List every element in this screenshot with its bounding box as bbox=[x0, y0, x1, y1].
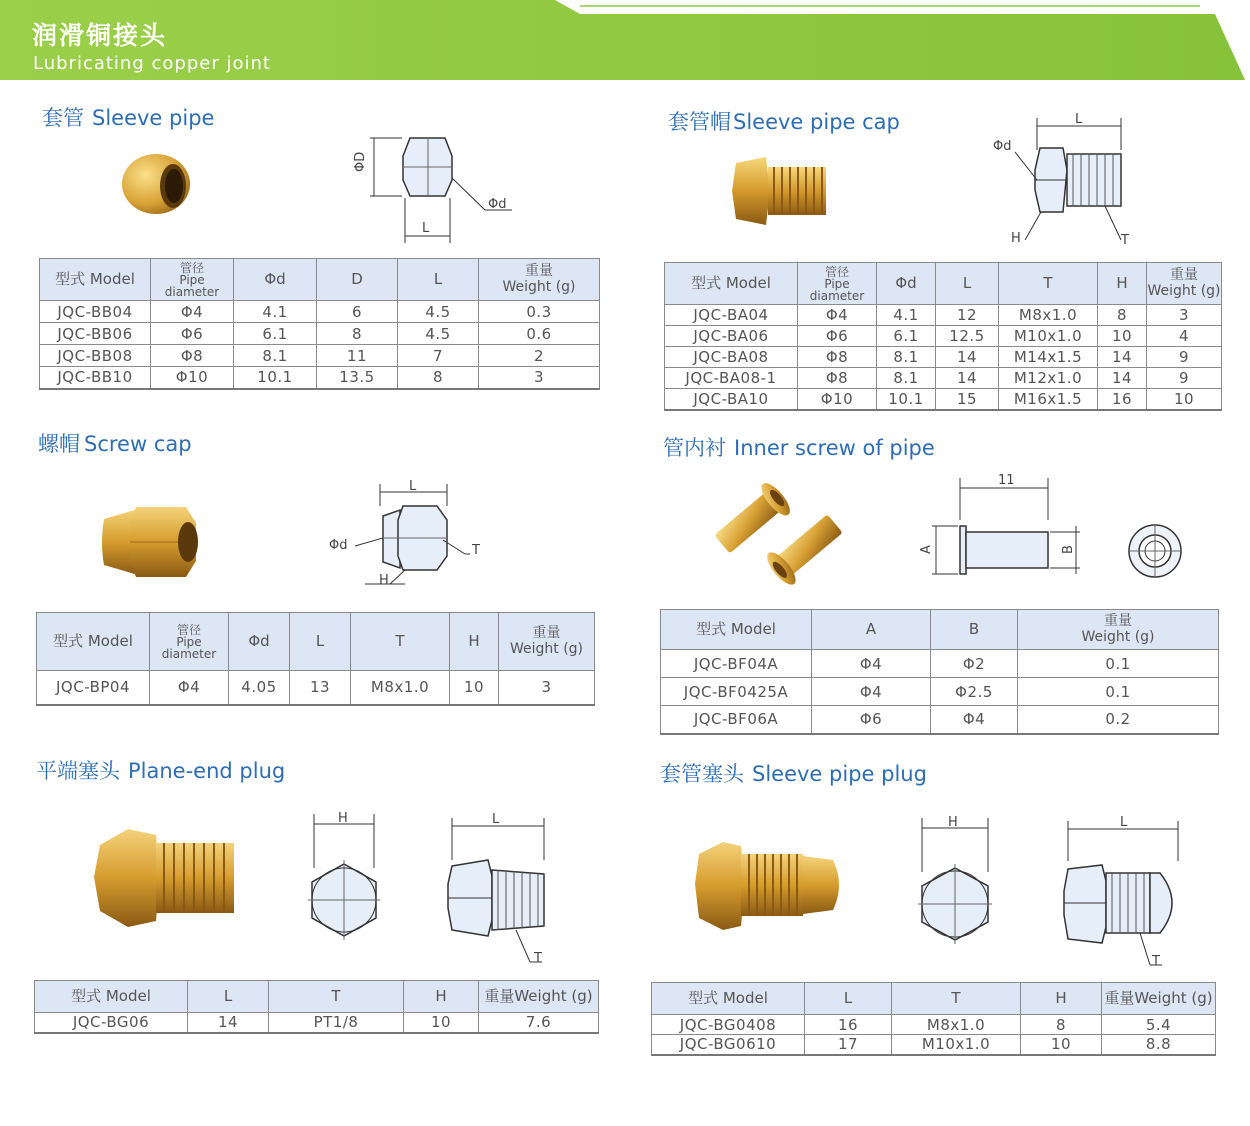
table-cell: Φ6 bbox=[798, 326, 877, 347]
table-cell: M16x1.5 bbox=[999, 389, 1098, 410]
table-cell: 9 bbox=[1147, 347, 1222, 368]
table-cell: 10.1 bbox=[234, 367, 317, 389]
table-cell: 7 bbox=[398, 345, 479, 367]
table-row bbox=[665, 326, 1222, 347]
table-cell: Φ4 bbox=[812, 678, 931, 706]
table-cell: JQC-BA04 bbox=[665, 305, 798, 326]
table-row bbox=[665, 305, 1222, 326]
title-zh: 管内衬 bbox=[663, 436, 726, 460]
section-title-inner-screw bbox=[663, 432, 935, 462]
col-L: L bbox=[936, 263, 999, 305]
table-cell: 12 bbox=[936, 305, 999, 326]
table-cell: 3 bbox=[499, 671, 595, 705]
table-row bbox=[652, 1015, 1216, 1035]
col-model: 型式 Model bbox=[665, 263, 798, 305]
table-cell: 2 bbox=[479, 345, 600, 367]
dim-11: 11 bbox=[998, 473, 1015, 488]
table-cell: 10 bbox=[1021, 1035, 1102, 1055]
banner-title: 润滑铜接头 bbox=[32, 21, 168, 50]
title-zh: 套管帽 bbox=[668, 110, 731, 134]
table-cell: JQC-BF06A bbox=[661, 706, 812, 734]
table-row bbox=[40, 345, 600, 367]
table-row bbox=[665, 368, 1222, 389]
dim-H: H bbox=[379, 573, 389, 588]
table-cell: M14x1.5 bbox=[999, 347, 1098, 368]
section-title-sleeve-pipe-cap bbox=[668, 106, 900, 136]
table-cell: 14 bbox=[1098, 368, 1147, 389]
table-cell: 3 bbox=[479, 367, 600, 389]
col-weight: 重量Weight (g) bbox=[479, 981, 599, 1013]
table-cell: 10 bbox=[404, 1013, 479, 1033]
dim-L: L bbox=[1075, 112, 1083, 127]
col-pipe: 管径 Pipe diameter bbox=[798, 263, 877, 305]
table-cell: 16 bbox=[805, 1015, 892, 1035]
inner-screw-photo bbox=[695, 475, 865, 590]
table-cell: Φ4 bbox=[150, 671, 229, 705]
sleeve-pipe-cap-photo bbox=[730, 155, 830, 227]
table-cell: 8 bbox=[1021, 1015, 1102, 1035]
table-cell: 14 bbox=[188, 1013, 269, 1033]
dim-T: T bbox=[1152, 954, 1160, 969]
title-zh: 套管 bbox=[42, 106, 84, 130]
table-cell: JQC-BB08 bbox=[40, 345, 151, 367]
col-D: D bbox=[317, 259, 398, 301]
table-cell: M10x1.0 bbox=[892, 1035, 1021, 1055]
table-row bbox=[37, 671, 595, 705]
table-cell: 8 bbox=[1098, 305, 1147, 326]
table-cell: 0.1 bbox=[1018, 650, 1219, 678]
title-en: Screw cap bbox=[84, 432, 192, 456]
col-model: 型式 Model bbox=[40, 259, 151, 301]
table-cell: 12.5 bbox=[936, 326, 999, 347]
table-cell: M12x1.0 bbox=[999, 368, 1098, 389]
screw-cap-drawing bbox=[325, 480, 500, 590]
title-en: Plane-end plug bbox=[128, 759, 286, 783]
table-cell: 10 bbox=[1147, 389, 1222, 410]
col-L: L bbox=[290, 613, 351, 671]
screw-cap-table bbox=[36, 612, 595, 706]
col-model: 型式 Model bbox=[661, 610, 812, 650]
screw-cap-photo bbox=[96, 503, 206, 581]
table-cell: 4.1 bbox=[877, 305, 936, 326]
col-L: L bbox=[188, 981, 269, 1013]
col-weight: 重量 Weight (g) bbox=[499, 613, 595, 671]
table-cell: 14 bbox=[936, 347, 999, 368]
col-T: T bbox=[892, 983, 1021, 1015]
col-L: L bbox=[805, 983, 892, 1015]
table-cell: 0.1 bbox=[1018, 678, 1219, 706]
col-d: Φd bbox=[234, 259, 317, 301]
sleeve-pipe-plug-side-view bbox=[1060, 815, 1190, 975]
dim-D: ΦD bbox=[353, 151, 368, 172]
table-row bbox=[35, 1013, 599, 1033]
table-cell: 11 bbox=[317, 345, 398, 367]
table-cell: 0.3 bbox=[479, 301, 600, 323]
table-cell: Φ8 bbox=[151, 345, 234, 367]
table-cell: JQC-BB10 bbox=[40, 367, 151, 389]
sleeve-pipe-plug-hex-view bbox=[912, 812, 1002, 952]
table-cell: 4.5 bbox=[398, 323, 479, 345]
title-en: Sleeve pipe plug bbox=[752, 762, 927, 786]
table-cell: JQC-BA08 bbox=[665, 347, 798, 368]
table-cell: M8x1.0 bbox=[351, 671, 450, 705]
table-cell: 6.1 bbox=[234, 323, 317, 345]
dim-L: L bbox=[1120, 815, 1128, 830]
table-cell: 4.1 bbox=[234, 301, 317, 323]
plane-end-plug-hex-view bbox=[298, 808, 388, 948]
col-H: H bbox=[1098, 263, 1147, 305]
section-title-sleeve-pipe-plug bbox=[660, 758, 927, 788]
table-cell: Φ4 bbox=[931, 706, 1018, 734]
table-cell: M10x1.0 bbox=[999, 326, 1098, 347]
title-zh: 平端塞头 bbox=[36, 759, 120, 783]
table-cell: 14 bbox=[936, 368, 999, 389]
col-weight: 重量Weight (g) bbox=[1102, 983, 1216, 1015]
sleeve-pipe-cap-drawing bbox=[985, 110, 1145, 250]
table-cell: Φ2.5 bbox=[931, 678, 1018, 706]
table-cell: Φ4 bbox=[151, 301, 234, 323]
table-cell: 10 bbox=[450, 671, 499, 705]
dim-L: L bbox=[422, 221, 430, 236]
sleeve-pipe-photo bbox=[118, 148, 198, 220]
table-cell: 10.1 bbox=[877, 389, 936, 410]
title-en: Sleeve pipe cap bbox=[733, 110, 900, 134]
table-cell: Φ6 bbox=[151, 323, 234, 345]
inner-screw-table bbox=[660, 609, 1219, 735]
table-body bbox=[665, 305, 1222, 410]
dim-T: T bbox=[472, 543, 480, 558]
sleeve-pipe-table bbox=[39, 258, 600, 390]
dim-B: B bbox=[1061, 545, 1076, 554]
title-en: Sleeve pipe bbox=[92, 106, 215, 130]
table-row bbox=[665, 347, 1222, 368]
col-H: H bbox=[1021, 983, 1102, 1015]
plane-end-plug-table bbox=[34, 980, 599, 1034]
table-cell: 8 bbox=[317, 323, 398, 345]
col-model: 型式 Model bbox=[37, 613, 150, 671]
sleeve-pipe-plug-photo bbox=[693, 838, 848, 933]
table-body bbox=[40, 301, 600, 389]
table-cell: 13 bbox=[290, 671, 351, 705]
table-cell: 5.4 bbox=[1102, 1015, 1216, 1035]
dim-L: L bbox=[409, 480, 417, 494]
title-zh: 螺帽 bbox=[38, 432, 80, 456]
col-d: Φd bbox=[877, 263, 936, 305]
dim-H: H bbox=[1011, 231, 1021, 246]
plane-end-plug-side-view bbox=[440, 812, 560, 972]
table-cell: 6.1 bbox=[877, 326, 936, 347]
col-weight: 重量 Weight (g) bbox=[1147, 263, 1222, 305]
table-cell: JQC-BP04 bbox=[37, 671, 150, 705]
table-cell: JQC-BF0425A bbox=[661, 678, 812, 706]
dim-L: L bbox=[492, 812, 500, 827]
table-cell: 13.5 bbox=[317, 367, 398, 389]
table-cell: PT1/8 bbox=[269, 1013, 404, 1033]
dim-H: H bbox=[948, 815, 958, 830]
table-row bbox=[652, 1035, 1216, 1055]
table-cell: 3 bbox=[1147, 305, 1222, 326]
section-title-screw-cap bbox=[38, 428, 192, 458]
table-cell: 16 bbox=[1098, 389, 1147, 410]
table-cell: JQC-BB04 bbox=[40, 301, 151, 323]
sleeve-pipe-drawing bbox=[340, 128, 530, 246]
table-cell: M8x1.0 bbox=[999, 305, 1098, 326]
table-cell: 8.1 bbox=[877, 347, 936, 368]
table-cell: Φ4 bbox=[812, 650, 931, 678]
col-B: B bbox=[931, 610, 1018, 650]
col-model: 型式 Model bbox=[652, 983, 805, 1015]
table-row bbox=[40, 323, 600, 345]
table-cell: M8x1.0 bbox=[892, 1015, 1021, 1035]
table-row bbox=[661, 678, 1219, 706]
sleeve-pipe-plug-table bbox=[651, 982, 1216, 1056]
col-pipe: 管径 Pipe diameter bbox=[151, 259, 234, 301]
table-body bbox=[661, 650, 1219, 734]
col-H: H bbox=[404, 981, 479, 1013]
table-cell: JQC-BF04A bbox=[661, 650, 812, 678]
table-cell: 17 bbox=[805, 1035, 892, 1055]
table-cell: 6 bbox=[317, 301, 398, 323]
table-cell: Φ2 bbox=[931, 650, 1018, 678]
table-cell: 9 bbox=[1147, 368, 1222, 389]
dim-A: A bbox=[919, 545, 934, 554]
title-zh: 套管塞头 bbox=[660, 762, 744, 786]
dim-T: T bbox=[1121, 233, 1129, 248]
col-H: H bbox=[450, 613, 499, 671]
table-cell: 15 bbox=[936, 389, 999, 410]
sleeve-pipe-cap-table bbox=[664, 262, 1222, 411]
table-cell: Φ8 bbox=[798, 368, 877, 389]
table-body bbox=[37, 671, 595, 705]
col-T: T bbox=[351, 613, 450, 671]
table-cell: 0.2 bbox=[1018, 706, 1219, 734]
table-cell: Φ8 bbox=[798, 347, 877, 368]
table-cell: 4 bbox=[1147, 326, 1222, 347]
table-cell: 8.1 bbox=[877, 368, 936, 389]
table-row bbox=[661, 706, 1219, 734]
table-cell: 4.5 bbox=[398, 301, 479, 323]
table-cell: Φ10 bbox=[798, 389, 877, 410]
table-body bbox=[652, 1015, 1216, 1055]
table-cell: JQC-BG0408 bbox=[652, 1015, 805, 1035]
table-cell: 7.6 bbox=[479, 1013, 599, 1033]
table-cell: 4.05 bbox=[229, 671, 290, 705]
dim-H: H bbox=[338, 811, 348, 826]
col-pipe: 管径 Pipe diameter bbox=[150, 613, 229, 671]
table-body bbox=[35, 1013, 599, 1033]
table-cell: 8.1 bbox=[234, 345, 317, 367]
dim-d: Φd bbox=[488, 197, 507, 212]
col-T: T bbox=[999, 263, 1098, 305]
table-cell: 14 bbox=[1098, 347, 1147, 368]
col-T: T bbox=[269, 981, 404, 1013]
title-en: Inner screw of pipe bbox=[734, 436, 935, 460]
table-cell: JQC-BB06 bbox=[40, 323, 151, 345]
inner-screw-end-view bbox=[1124, 520, 1186, 582]
col-model: 型式 Model bbox=[35, 981, 188, 1013]
banner-subtitle: Lubricating copper joint bbox=[33, 53, 271, 74]
table-cell: JQC-BA10 bbox=[665, 389, 798, 410]
table-cell: 8.8 bbox=[1102, 1035, 1216, 1055]
table-cell: JQC-BA06 bbox=[665, 326, 798, 347]
table-cell: JQC-BG0610 bbox=[652, 1035, 805, 1055]
table-cell: Φ4 bbox=[798, 305, 877, 326]
section-title-sleeve-pipe bbox=[42, 102, 214, 132]
section-title-plane-end-plug bbox=[36, 755, 285, 785]
col-d: Φd bbox=[229, 613, 290, 671]
table-cell: JQC-BG06 bbox=[35, 1013, 188, 1033]
dim-d: Φd bbox=[329, 538, 348, 553]
table-cell: 10 bbox=[1098, 326, 1147, 347]
dim-d: Φd bbox=[993, 139, 1012, 154]
table-row bbox=[40, 367, 600, 389]
plane-end-plug-photo bbox=[90, 825, 240, 930]
col-L: L bbox=[398, 259, 479, 301]
inner-screw-drawing bbox=[912, 470, 1092, 585]
col-weight: 重量 Weight (g) bbox=[1018, 610, 1219, 650]
col-weight: 重量 Weight (g) bbox=[479, 259, 600, 301]
table-cell: Φ6 bbox=[812, 706, 931, 734]
table-row bbox=[665, 389, 1222, 410]
dim-T: T bbox=[534, 951, 542, 966]
table-row bbox=[661, 650, 1219, 678]
table-cell: JQC-BA08-1 bbox=[665, 368, 798, 389]
table-cell: 0.6 bbox=[479, 323, 600, 345]
table-row bbox=[40, 301, 600, 323]
table-cell: 8 bbox=[398, 367, 479, 389]
col-A: A bbox=[812, 610, 931, 650]
table-cell: Φ10 bbox=[151, 367, 234, 389]
